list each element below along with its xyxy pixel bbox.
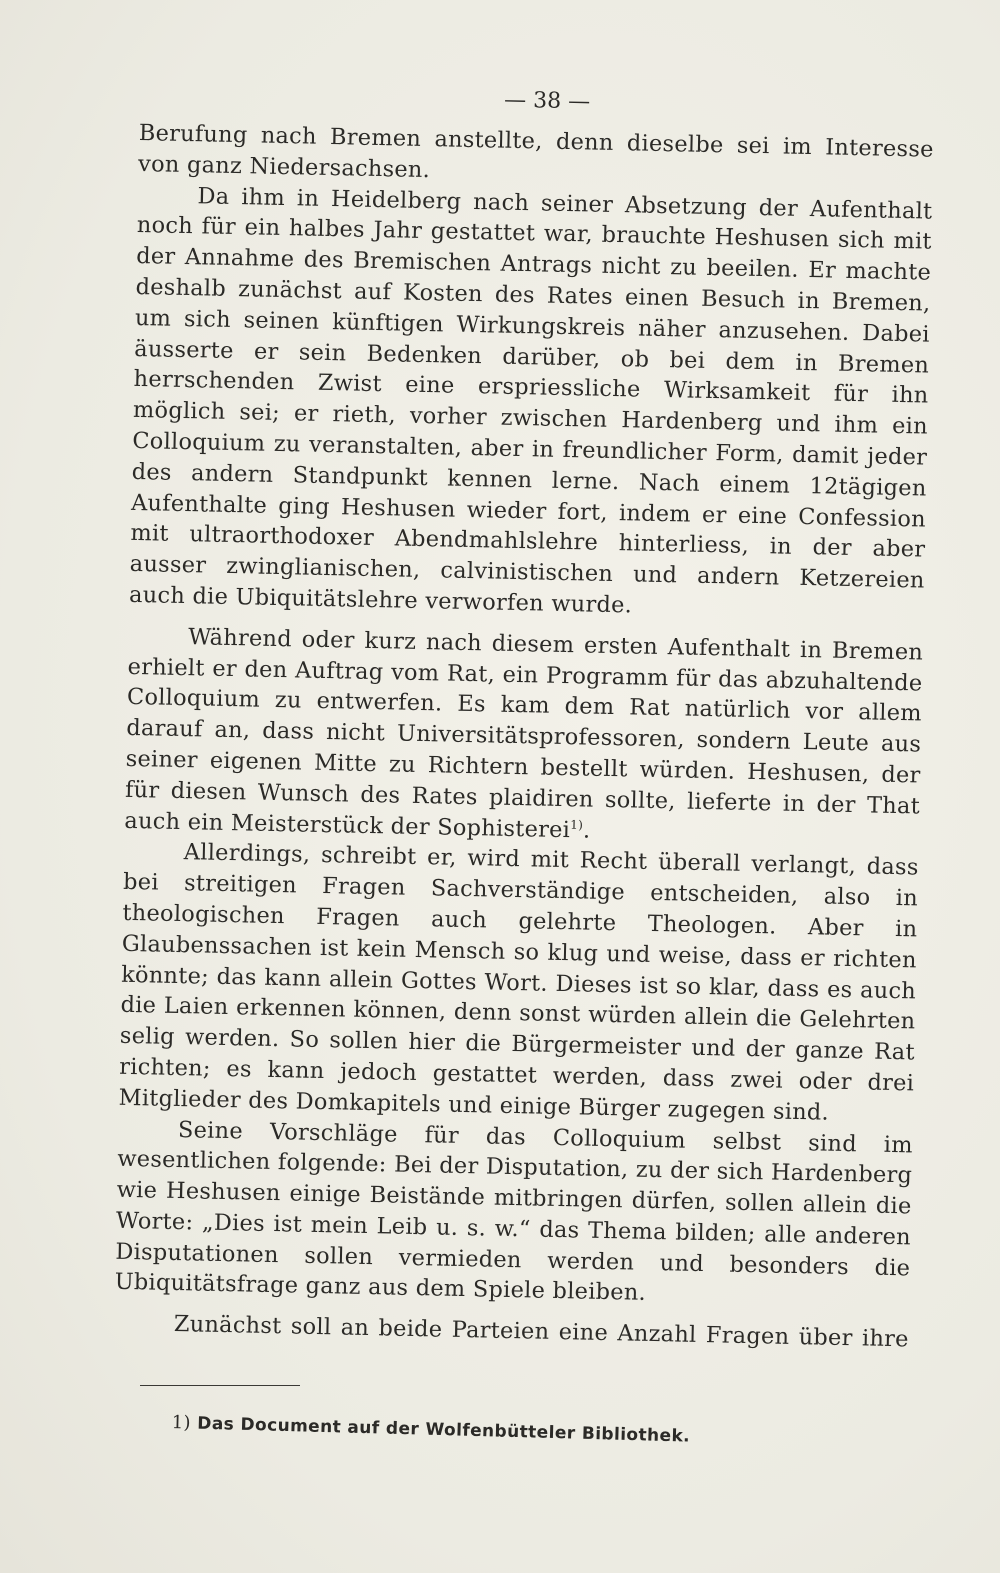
footnote-reference: 1) — [570, 817, 584, 832]
paragraph-3 — [124, 621, 923, 853]
paragraph-3-text: Während oder kurz nach diesem ersten Aufenthalt in Bremen erhielt er den Auftrag vom Rat, ein Programm für das abzuhaltende Colloquium zu entwerfen. Es kam dem Rat natürlich vor allem darauf an, dass nicht Universitätsprofessoren, sondern Leute aus seiner eigenen Mitte zu Richtern bestellt würden. Heshusen, der für diesen Wunsch des Rates plaidiren sollte, lieferte in der That auch ein Meisterstück der Sophisterei — [124, 623, 924, 843]
page-content — [114, 78, 935, 1355]
footnote-text: Das Document auf der Wolfenbütteler Bibliothek. — [197, 1413, 691, 1447]
footnote — [171, 1412, 690, 1447]
paragraph-5: Seine Vorschläge für das Colloquium selbst sind im wesentlichen folgende: Bei der Disputation, zu der sich Hardenberg wie Heshusen einige Beistände mitbringen dürfen, sollen allein die Worte: „Dies ist mein Leib u. s. w.“ das Thema bilden; alle anderen Disputationen sollen vermieden werden und besonders die Ubiquitätsfrage ganz aus dem Spiele bleiben. — [114, 1116, 914, 1307]
footnote-divider — [140, 1385, 300, 1386]
footnote-mark: 1) — [171, 1412, 192, 1434]
paragraph-3-end: . — [582, 816, 591, 844]
paragraph-4: Allerdings, schreibt er, wird mit Recht überall verlangt, dass bei streitigen Fragen Sachverständige entscheiden, also in theologischen Fragen auch gelehrte Theologen. Aber in Glaubenssachen ist kein Mensch so klug und weise, dass er richten könnte; das kann allein Gottes Wort. Dieses ist so klar, dass es auch die Laien erkennen können, denn sonst würden allein die Gelehrten selig werden. So sollen hier die Bürgermeister und der ganze Rat richten; es kann jedoch gestattet werden, dass zwei oder drei Mitglieder des Domkapitels und einige Bürger zugegen sind. — [118, 839, 919, 1126]
page-number: — 38 — — [503, 87, 591, 115]
paragraph-2: Da ihm in Heidelberg nach seiner Absetzung der Aufenthalt noch für ein halbes Jahr gestattet war, brauchte Heshusen sich mit der Annahme des Bremischen Antrags nicht zu beeilen. Er machte deshalb zunächst auf Kosten des Rates einen Besuch in Bremen, um sich seinen künftigen Wirkungskreis näher anzusehen. Dabei äusserte er sein Bedenken darüber, ob bei dem in Bremen herrschenden Zwist eine erspriessliche Wirksamkeit für ihn möglich sei; er rieth, vorher zwischen Hardenberg und ihm ein Colloquium zu veranstalten, aber in freundlicher Form, damit jeder des andern Standpunkt kennen lerne. Nach einem 12tägigen Aufenthalte ging Heshusen wieder fort, indem er eine Confession mit ultraorthodoxer Abendmahlslehre hinterliess, in der aber ausser zwinglianischen, calvinistischen und andern Ketzereien auch die Ubiquitätslehre verworfen wurde. — [128, 182, 933, 619]
paragraph-6: Zunächst soll an beide Parteien eine Anzahl Fragen über ihre — [173, 1311, 910, 1353]
paragraph-1: Berufung nach Bremen anstellte, denn dieselbe sei im Interesse von ganz Niedersachsen. — [137, 119, 934, 183]
